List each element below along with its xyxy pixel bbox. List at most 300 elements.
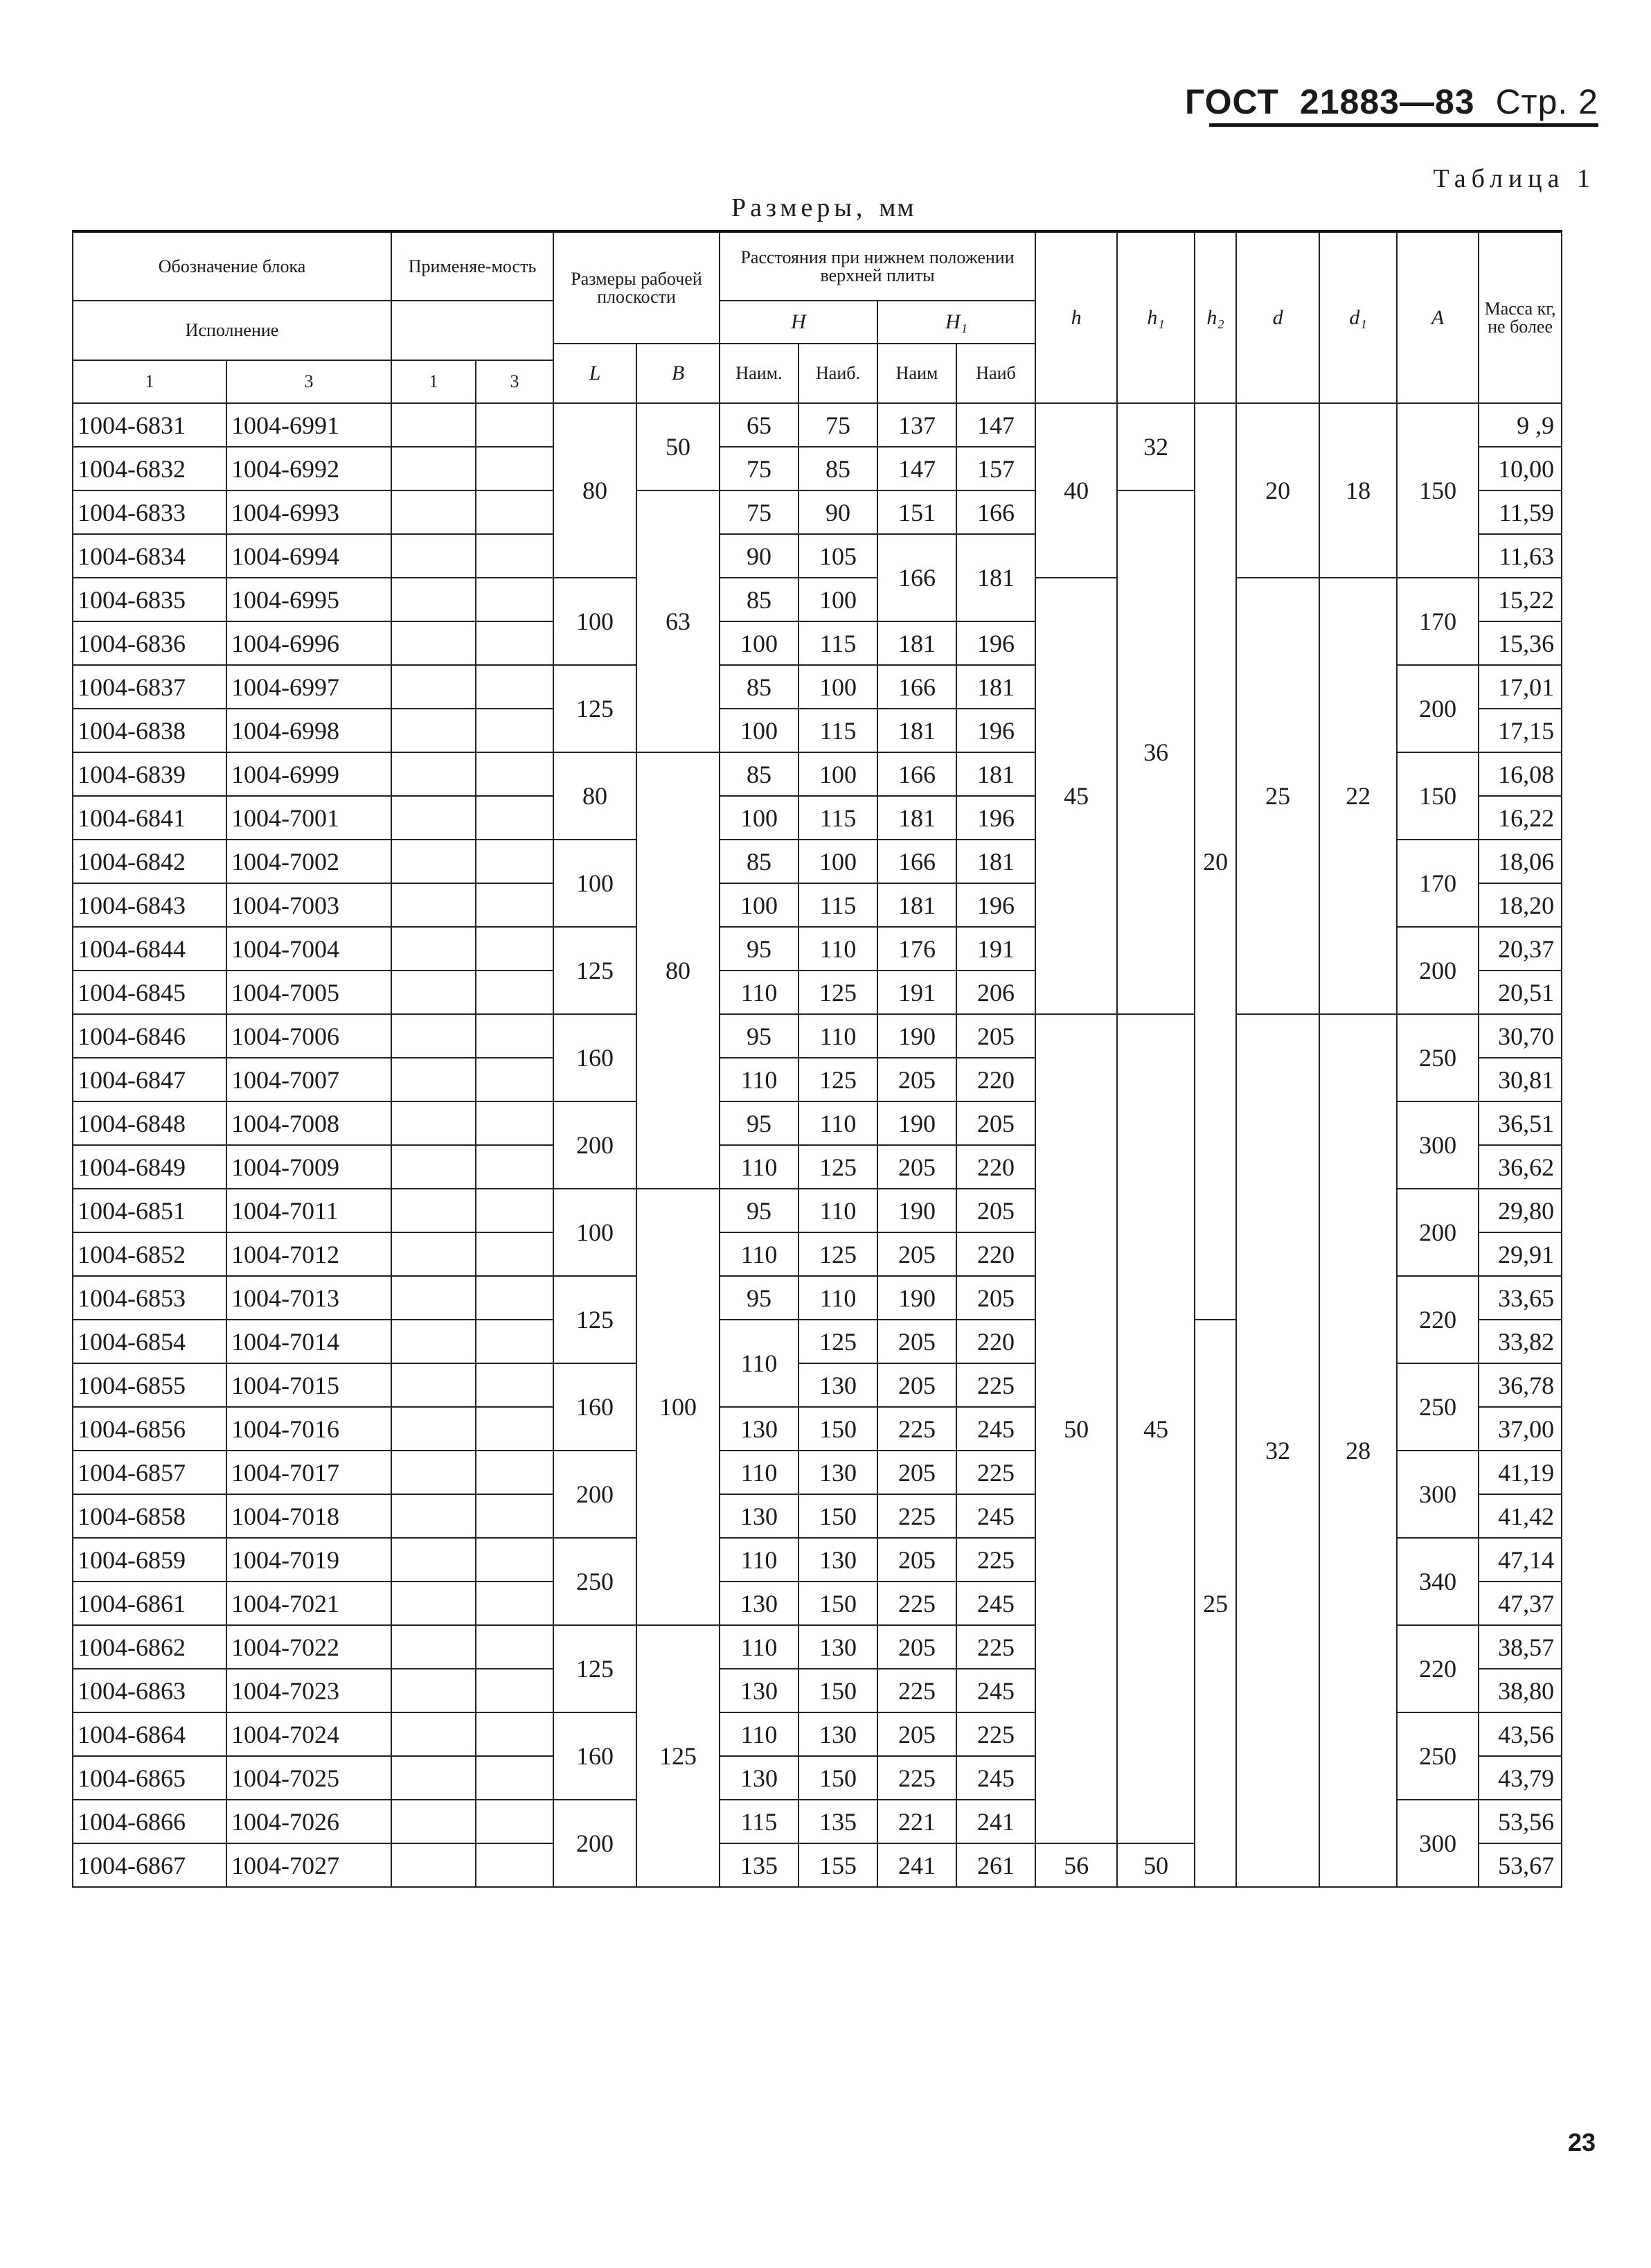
cell-mass: 36,78 [1479, 1363, 1562, 1407]
cell-H-min: 130 [720, 1582, 798, 1625]
applicability-3 [476, 1232, 553, 1276]
cell-h1: 50 [1117, 1843, 1195, 1887]
cell-H-min: 100 [720, 883, 798, 927]
applicability-3 [476, 752, 553, 796]
designation-v1: 1004-6855 [73, 1363, 226, 1407]
table-row [73, 578, 1562, 621]
applicability-1 [391, 1276, 476, 1320]
applicability-1 [391, 1494, 476, 1538]
cell-H-min: 130 [720, 1669, 798, 1712]
cell-L: 125 [553, 1625, 636, 1712]
applicability-1 [391, 971, 476, 1014]
cell-H1-min: 181 [877, 796, 956, 840]
applicability-3 [476, 1669, 553, 1712]
applicability-1 [391, 1625, 476, 1669]
applicability-1 [391, 796, 476, 840]
cell-H-max: 135 [798, 1800, 877, 1843]
cell-d: 32 [1236, 1014, 1319, 1887]
designation-v1: 1004-6852 [73, 1232, 226, 1276]
cell-H1-min: 166 [877, 840, 956, 883]
cell-H-min: 110 [720, 1145, 798, 1189]
cell-H-min: 110 [720, 971, 798, 1014]
applicability-3 [476, 1189, 553, 1232]
cell-H1-max: 196 [956, 883, 1035, 927]
cell-h: 56 [1035, 1843, 1117, 1887]
standard-number: 21883—83 [1299, 82, 1475, 121]
designation-v1: 1004-6863 [73, 1669, 226, 1712]
col-h1: h₁ [1117, 231, 1195, 403]
page-header [1164, 82, 1598, 122]
cell-H1-max: 205 [956, 1276, 1035, 1320]
cell-H-min: 110 [720, 1232, 798, 1276]
applicability-1 [391, 1451, 476, 1494]
applicability-1 [391, 927, 476, 971]
cell-H-max: 150 [798, 1494, 877, 1538]
cell-H-max: 125 [798, 1145, 877, 1189]
cell-mass: 9 ,9 [1479, 403, 1562, 447]
col-designation: Обозначение блока [73, 231, 391, 301]
col-H1-max: Наиб [956, 344, 1035, 403]
designation-v3: 1004-7019 [226, 1538, 391, 1582]
cell-h2: 25 [1195, 1320, 1236, 1887]
designation-v1: 1004-6844 [73, 927, 226, 971]
cell-L: 160 [553, 1014, 636, 1101]
cell-L: 200 [553, 1800, 636, 1887]
cell-h: 50 [1035, 1014, 1117, 1843]
applicability-1 [391, 1538, 476, 1582]
cell-A: 300 [1397, 1451, 1479, 1538]
applicability-1 [391, 1712, 476, 1756]
applicability-1 [391, 1407, 476, 1451]
cell-H1-min: 225 [877, 1582, 956, 1625]
cell-H1-min: 241 [877, 1843, 956, 1887]
applicability-3 [476, 927, 553, 971]
cell-H-min: 85 [720, 578, 798, 621]
page-label: Стр. 2 [1495, 82, 1598, 121]
designation-v1: 1004-6848 [73, 1101, 226, 1145]
table-row [73, 403, 1562, 447]
cell-H-min: 100 [720, 709, 798, 752]
col-distances: Расстояния при нижнем положении верхней плиты [720, 231, 1035, 301]
cell-H1-max: 245 [956, 1756, 1035, 1800]
cell-L: 250 [553, 1538, 636, 1625]
designation-v1: 1004-6853 [73, 1276, 226, 1320]
col-work-size: Размеры рабочей плоскости [553, 231, 720, 344]
cell-H1-max: 245 [956, 1582, 1035, 1625]
designation-v3: 1004-6995 [226, 578, 391, 621]
table-row [73, 1014, 1562, 1058]
cell-H1-max: 245 [956, 1669, 1035, 1712]
cell-A: 200 [1397, 1189, 1479, 1276]
col-mass: Масса кг, не более [1479, 231, 1562, 403]
applicability-3 [476, 1363, 553, 1407]
cell-H-max: 110 [798, 1014, 877, 1058]
cell-H-min: 130 [720, 1494, 798, 1538]
applicability-3 [476, 1756, 553, 1800]
cell-H-max: 110 [798, 1101, 877, 1145]
cell-H1-max: 225 [956, 1712, 1035, 1756]
cell-H1-max: 245 [956, 1494, 1035, 1538]
cell-mass: 11,63 [1479, 534, 1562, 578]
designation-v3: 1004-7026 [226, 1800, 391, 1843]
designation-v3: 1004-7018 [226, 1494, 391, 1538]
applicability-3 [476, 840, 553, 883]
cell-L: 100 [553, 578, 636, 665]
cell-H1-min: 191 [877, 971, 956, 1014]
cell-mass: 53,67 [1479, 1843, 1562, 1887]
designation-v3: 1004-6994 [226, 534, 391, 578]
cell-L: 200 [553, 1101, 636, 1189]
designation-v1: 1004-6837 [73, 665, 226, 709]
applicability-3 [476, 1625, 553, 1669]
cell-H-max: 100 [798, 840, 877, 883]
cell-L: 125 [553, 1276, 636, 1363]
cell-H1-min: 137 [877, 403, 956, 447]
designation-v3: 1004-7004 [226, 927, 391, 971]
applicability-3 [476, 1800, 553, 1843]
applicability-3 [476, 709, 553, 752]
cell-h1: 32 [1117, 403, 1195, 490]
applicability-1 [391, 578, 476, 621]
cell-H-max: 125 [798, 1232, 877, 1276]
designation-v3: 1004-7009 [226, 1145, 391, 1189]
cell-H1-min: 221 [877, 1800, 956, 1843]
applicability-3 [476, 534, 553, 578]
applicability-1 [391, 1843, 476, 1887]
designation-v1: 1004-6841 [73, 796, 226, 840]
cell-A: 200 [1397, 927, 1479, 1014]
col-h2: h₂ [1195, 231, 1236, 403]
designation-v1: 1004-6865 [73, 1756, 226, 1800]
cell-mass: 41,42 [1479, 1494, 1562, 1538]
cell-H-max: 110 [798, 927, 877, 971]
cell-H1-min: 151 [877, 490, 956, 534]
designation-v3: 1004-6999 [226, 752, 391, 796]
col-applicability: Применяе-мость [391, 231, 553, 301]
cell-H-max: 150 [798, 1407, 877, 1451]
cell-H-max: 150 [798, 1582, 877, 1625]
cell-L: 200 [553, 1451, 636, 1538]
cell-H1-max: 261 [956, 1843, 1035, 1887]
cell-mass: 38,80 [1479, 1669, 1562, 1712]
cell-H-max: 100 [798, 752, 877, 796]
cell-B: 63 [636, 490, 720, 752]
designation-v3: 1004-7017 [226, 1451, 391, 1494]
designation-v3: 1004-6993 [226, 490, 391, 534]
header-rule [1209, 123, 1598, 127]
cell-H-max: 100 [798, 578, 877, 621]
cell-H-min: 95 [720, 1276, 798, 1320]
cell-A: 220 [1397, 1625, 1479, 1712]
cell-A: 300 [1397, 1101, 1479, 1189]
cell-H-min: 110 [720, 1320, 798, 1407]
cell-H1-max: 225 [956, 1451, 1035, 1494]
cell-d1: 28 [1319, 1014, 1397, 1887]
applicability-3 [476, 1276, 553, 1320]
cell-H1-min: 181 [877, 621, 956, 665]
cell-H-min: 65 [720, 403, 798, 447]
cell-mass: 36,51 [1479, 1101, 1562, 1145]
cell-H1-max: 220 [956, 1232, 1035, 1276]
cell-H-min: 100 [720, 621, 798, 665]
applicability-1 [391, 1145, 476, 1189]
cell-mass: 18,20 [1479, 883, 1562, 927]
col-applic-3: 3 [476, 360, 553, 403]
applicability-3 [476, 1320, 553, 1363]
designation-v3: 1004-6992 [226, 447, 391, 490]
applicability-1 [391, 709, 476, 752]
applicability-1 [391, 1669, 476, 1712]
designation-v1: 1004-6834 [73, 534, 226, 578]
caption-unit: мм [879, 193, 916, 222]
caption-text: Размеры, [731, 193, 867, 222]
cell-H1-min: 166 [877, 665, 956, 709]
applicability-1 [391, 1756, 476, 1800]
cell-L: 100 [553, 840, 636, 927]
cell-A: 250 [1397, 1712, 1479, 1800]
designation-v1: 1004-6867 [73, 1843, 226, 1887]
cell-H1-min: 205 [877, 1363, 956, 1407]
designation-v3: 1004-7015 [226, 1363, 391, 1407]
applicability-3 [476, 665, 553, 709]
applicability-1 [391, 1320, 476, 1363]
applicability-1 [391, 621, 476, 665]
designation-v3: 1004-7012 [226, 1232, 391, 1276]
cell-A: 250 [1397, 1014, 1479, 1101]
applicability-3 [476, 403, 553, 447]
designation-v1: 1004-6839 [73, 752, 226, 796]
cell-L: 80 [553, 752, 636, 840]
cell-H-min: 115 [720, 1800, 798, 1843]
cell-H1-min: 190 [877, 1189, 956, 1232]
cell-H1-max: 196 [956, 709, 1035, 752]
cell-H-max: 100 [798, 665, 877, 709]
cell-H-min: 130 [720, 1407, 798, 1451]
table-caption [731, 193, 916, 223]
cell-B: 100 [636, 1189, 720, 1625]
cell-H1-min: 225 [877, 1756, 956, 1800]
cell-H-max: 130 [798, 1625, 877, 1669]
cell-d1: 18 [1319, 403, 1397, 578]
cell-H-max: 115 [798, 796, 877, 840]
cell-H-max: 125 [798, 971, 877, 1014]
applicability-3 [476, 1712, 553, 1756]
applicability-3 [476, 971, 553, 1014]
table-head [73, 231, 1562, 403]
cell-H-max: 130 [798, 1712, 877, 1756]
designation-v3: 1004-7022 [226, 1625, 391, 1669]
applicability-3 [476, 1843, 553, 1887]
cell-h1: 36 [1117, 490, 1195, 1014]
designation-v3: 1004-7007 [226, 1058, 391, 1101]
designation-v3: 1004-6998 [226, 709, 391, 752]
designation-v3: 1004-7014 [226, 1320, 391, 1363]
cell-H-min: 85 [720, 752, 798, 796]
col-L: L [553, 344, 636, 403]
applicability-3 [476, 1582, 553, 1625]
cell-H1-max: 245 [956, 1407, 1035, 1451]
cell-H-min: 85 [720, 665, 798, 709]
cell-mass: 20,37 [1479, 927, 1562, 971]
col-A: A [1397, 231, 1479, 403]
applicability-1 [391, 752, 476, 796]
designation-v1: 1004-6833 [73, 490, 226, 534]
cell-H1-min: 225 [877, 1407, 956, 1451]
cell-L: 125 [553, 665, 636, 752]
designation-v1: 1004-6831 [73, 403, 226, 447]
col-version-3: 3 [226, 360, 391, 403]
cell-H-max: 130 [798, 1451, 877, 1494]
col-version-1: 1 [73, 360, 226, 403]
cell-H1-max: 205 [956, 1101, 1035, 1145]
cell-H-min: 110 [720, 1538, 798, 1582]
cell-H1-min: 205 [877, 1320, 956, 1363]
designation-v3: 1004-7006 [226, 1014, 391, 1058]
cell-H-min: 90 [720, 534, 798, 578]
cell-mass: 30,81 [1479, 1058, 1562, 1101]
cell-H-max: 105 [798, 534, 877, 578]
cell-H1-max: 191 [956, 927, 1035, 971]
cell-A: 300 [1397, 1800, 1479, 1887]
designation-v1: 1004-6835 [73, 578, 226, 621]
cell-L: 80 [553, 403, 636, 578]
cell-A: 250 [1397, 1363, 1479, 1451]
cell-H1-min: 190 [877, 1276, 956, 1320]
cell-h: 45 [1035, 578, 1117, 1014]
designation-v3: 1004-7024 [226, 1712, 391, 1756]
cell-mass: 43,79 [1479, 1756, 1562, 1800]
cell-H1-min: 190 [877, 1014, 956, 1058]
designation-v3: 1004-7005 [226, 971, 391, 1014]
applicability-1 [391, 1232, 476, 1276]
cell-H1-max: 181 [956, 534, 1035, 621]
designation-v3: 1004-7008 [226, 1101, 391, 1145]
cell-H1-max: 205 [956, 1189, 1035, 1232]
cell-mass: 15,36 [1479, 621, 1562, 665]
cell-mass: 38,57 [1479, 1625, 1562, 1669]
cell-H1-min: 166 [877, 534, 956, 621]
dimensions-table [72, 230, 1562, 1888]
cell-H-max: 130 [798, 1538, 877, 1582]
designation-v1: 1004-6851 [73, 1189, 226, 1232]
standard-label: ГОСТ [1184, 82, 1279, 121]
designation-v3: 1004-7001 [226, 796, 391, 840]
cell-mass: 29,91 [1479, 1232, 1562, 1276]
cell-H1-max: 166 [956, 490, 1035, 534]
cell-H-max: 85 [798, 447, 877, 490]
cell-H1-min: 225 [877, 1669, 956, 1712]
applicability-1 [391, 1101, 476, 1145]
col-d1: d₁ [1319, 231, 1397, 403]
cell-mass: 15,22 [1479, 578, 1562, 621]
designation-v1: 1004-6857 [73, 1451, 226, 1494]
cell-mass: 37,00 [1479, 1407, 1562, 1451]
applicability-3 [476, 621, 553, 665]
cell-H1-max: 181 [956, 752, 1035, 796]
applicability-1 [391, 1800, 476, 1843]
designation-v1: 1004-6849 [73, 1145, 226, 1189]
cell-h1: 45 [1117, 1014, 1195, 1843]
applicability-3 [476, 490, 553, 534]
applicability-3 [476, 1407, 553, 1451]
designation-v1: 1004-6836 [73, 621, 226, 665]
cell-H-max: 130 [798, 1363, 877, 1407]
cell-mass: 41,19 [1479, 1451, 1562, 1494]
col-version: Исполнение [73, 301, 391, 360]
cell-H1-min: 205 [877, 1712, 956, 1756]
cell-mass: 29,80 [1479, 1189, 1562, 1232]
cell-H-max: 90 [798, 490, 877, 534]
cell-mass: 20,51 [1479, 971, 1562, 1014]
cell-L: 160 [553, 1363, 636, 1451]
cell-H-max: 110 [798, 1276, 877, 1320]
cell-A: 150 [1397, 752, 1479, 840]
applicability-1 [391, 665, 476, 709]
cell-mass: 18,06 [1479, 840, 1562, 883]
applicability-3 [476, 1451, 553, 1494]
designation-v1: 1004-6854 [73, 1320, 226, 1363]
cell-H-min: 110 [720, 1712, 798, 1756]
designation-v3: 1004-7016 [226, 1407, 391, 1451]
cell-mass: 16,08 [1479, 752, 1562, 796]
cell-H1-min: 166 [877, 752, 956, 796]
cell-H-min: 75 [720, 447, 798, 490]
designation-v3: 1004-7025 [226, 1756, 391, 1800]
cell-B: 50 [636, 403, 720, 490]
cell-mass: 16,22 [1479, 796, 1562, 840]
cell-L: 100 [553, 1189, 636, 1276]
cell-H-min: 110 [720, 1625, 798, 1669]
applicability-1 [391, 534, 476, 578]
col-d: d [1236, 231, 1319, 403]
designation-v3: 1004-7023 [226, 1669, 391, 1712]
applicability-1 [391, 490, 476, 534]
applicability-3 [476, 1145, 553, 1189]
cell-H1-min: 190 [877, 1101, 956, 1145]
cell-H-min: 100 [720, 796, 798, 840]
designation-v3: 1004-7013 [226, 1276, 391, 1320]
col-applic-1: 1 [391, 360, 476, 403]
applicability-1 [391, 883, 476, 927]
applicability-3 [476, 1058, 553, 1101]
cell-mass: 33,65 [1479, 1276, 1562, 1320]
cell-H1-min: 205 [877, 1232, 956, 1276]
designation-v1: 1004-6843 [73, 883, 226, 927]
cell-d: 25 [1236, 578, 1319, 1014]
applicability-3 [476, 578, 553, 621]
cell-H1-max: 220 [956, 1145, 1035, 1189]
table-body [73, 403, 1562, 1887]
applicability-1 [391, 447, 476, 490]
designation-v1: 1004-6847 [73, 1058, 226, 1101]
designation-v1: 1004-6866 [73, 1800, 226, 1843]
cell-H1-max: 225 [956, 1625, 1035, 1669]
designation-v1: 1004-6862 [73, 1625, 226, 1669]
cell-H1-max: 206 [956, 971, 1035, 1014]
cell-H-max: 125 [798, 1320, 877, 1363]
col-H1-min: Наим [877, 344, 956, 403]
cell-H-min: 95 [720, 1101, 798, 1145]
applicability-3 [476, 447, 553, 490]
col-H-max: Наиб. [798, 344, 877, 403]
designation-v3: 1004-6997 [226, 665, 391, 709]
applicability-1 [391, 1058, 476, 1101]
col-H-min: Наим. [720, 344, 798, 403]
cell-H1-min: 181 [877, 709, 956, 752]
cell-H1-max: 147 [956, 403, 1035, 447]
applicability-3 [476, 1014, 553, 1058]
designation-v1: 1004-6838 [73, 709, 226, 752]
